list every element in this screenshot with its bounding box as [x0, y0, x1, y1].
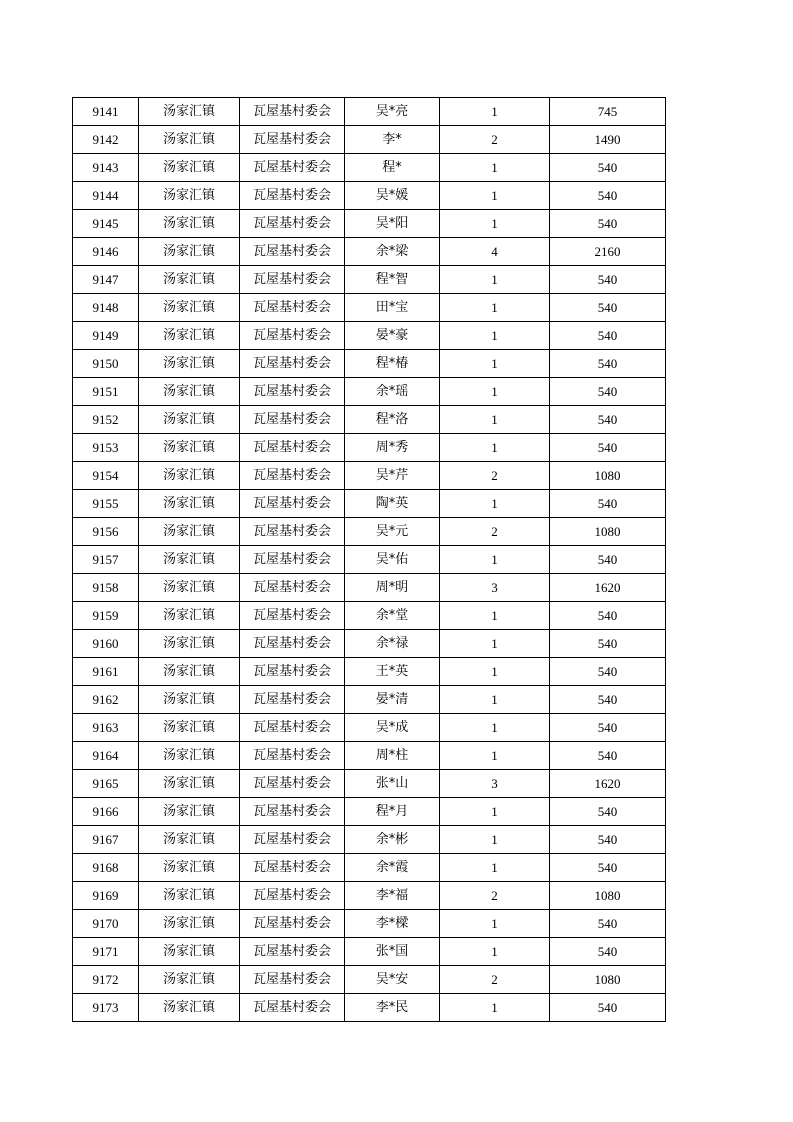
cell-serial-number: 9154 [73, 462, 139, 490]
cell-count: 1 [440, 742, 550, 770]
cell-person-name: 吴*成 [345, 714, 440, 742]
cell-count: 1 [440, 546, 550, 574]
cell-serial-number: 9153 [73, 434, 139, 462]
cell-amount: 1620 [550, 574, 666, 602]
cell-person-name: 程* [345, 154, 440, 182]
cell-serial-number: 9158 [73, 574, 139, 602]
cell-village: 瓦屋基村委会 [240, 966, 345, 994]
cell-count: 1 [440, 938, 550, 966]
cell-village: 瓦屋基村委会 [240, 434, 345, 462]
cell-count: 1 [440, 826, 550, 854]
cell-village: 瓦屋基村委会 [240, 686, 345, 714]
cell-count: 1 [440, 378, 550, 406]
cell-person-name: 吴*元 [345, 518, 440, 546]
cell-serial-number: 9171 [73, 938, 139, 966]
table-row [73, 434, 666, 462]
cell-amount: 1080 [550, 462, 666, 490]
cell-person-name: 张*国 [345, 938, 440, 966]
cell-village: 瓦屋基村委会 [240, 770, 345, 798]
cell-person-name: 程*智 [345, 266, 440, 294]
cell-person-name: 余*禄 [345, 630, 440, 658]
records-table [72, 97, 666, 1022]
cell-town: 汤家汇镇 [139, 966, 240, 994]
cell-serial-number: 9155 [73, 490, 139, 518]
cell-person-name: 程*月 [345, 798, 440, 826]
cell-serial-number: 9151 [73, 378, 139, 406]
cell-town: 汤家汇镇 [139, 406, 240, 434]
cell-village: 瓦屋基村委会 [240, 714, 345, 742]
cell-serial-number: 9142 [73, 126, 139, 154]
table-row [73, 378, 666, 406]
table-row [73, 350, 666, 378]
table-row [73, 238, 666, 266]
cell-town: 汤家汇镇 [139, 882, 240, 910]
cell-count: 1 [440, 294, 550, 322]
table-row [73, 322, 666, 350]
cell-count: 1 [440, 154, 550, 182]
cell-town: 汤家汇镇 [139, 490, 240, 518]
cell-village: 瓦屋基村委会 [240, 938, 345, 966]
cell-count: 1 [440, 658, 550, 686]
cell-amount: 540 [550, 994, 666, 1022]
cell-town: 汤家汇镇 [139, 658, 240, 686]
cell-town: 汤家汇镇 [139, 574, 240, 602]
cell-amount: 1080 [550, 966, 666, 994]
cell-village: 瓦屋基村委会 [240, 910, 345, 938]
table-row [73, 574, 666, 602]
cell-count: 3 [440, 770, 550, 798]
cell-person-name: 余*瑶 [345, 378, 440, 406]
cell-town: 汤家汇镇 [139, 686, 240, 714]
cell-amount: 540 [550, 406, 666, 434]
cell-person-name: 吴*媛 [345, 182, 440, 210]
cell-count: 1 [440, 854, 550, 882]
table-row [73, 294, 666, 322]
cell-village: 瓦屋基村委会 [240, 126, 345, 154]
cell-town: 汤家汇镇 [139, 294, 240, 322]
cell-village: 瓦屋基村委会 [240, 350, 345, 378]
cell-count: 4 [440, 238, 550, 266]
cell-village: 瓦屋基村委会 [240, 854, 345, 882]
cell-count: 1 [440, 994, 550, 1022]
cell-count: 1 [440, 434, 550, 462]
cell-town: 汤家汇镇 [139, 546, 240, 574]
cell-serial-number: 9163 [73, 714, 139, 742]
cell-village: 瓦屋基村委会 [240, 742, 345, 770]
cell-town: 汤家汇镇 [139, 126, 240, 154]
cell-amount: 540 [550, 154, 666, 182]
cell-amount: 540 [550, 742, 666, 770]
table-row [73, 826, 666, 854]
cell-count: 1 [440, 350, 550, 378]
cell-village: 瓦屋基村委会 [240, 798, 345, 826]
cell-town: 汤家汇镇 [139, 434, 240, 462]
table-row [73, 546, 666, 574]
table-row [73, 686, 666, 714]
cell-village: 瓦屋基村委会 [240, 882, 345, 910]
cell-amount: 540 [550, 910, 666, 938]
cell-town: 汤家汇镇 [139, 714, 240, 742]
cell-village: 瓦屋基村委会 [240, 574, 345, 602]
records-table-body [73, 98, 666, 1022]
cell-village: 瓦屋基村委会 [240, 294, 345, 322]
table-row [73, 98, 666, 126]
cell-amount: 540 [550, 630, 666, 658]
cell-town: 汤家汇镇 [139, 854, 240, 882]
table-row [73, 210, 666, 238]
cell-town: 汤家汇镇 [139, 266, 240, 294]
cell-serial-number: 9164 [73, 742, 139, 770]
table-row [73, 910, 666, 938]
table-row [73, 994, 666, 1022]
cell-amount: 540 [550, 546, 666, 574]
cell-person-name: 陶*英 [345, 490, 440, 518]
cell-serial-number: 9167 [73, 826, 139, 854]
table-row [73, 602, 666, 630]
cell-town: 汤家汇镇 [139, 994, 240, 1022]
cell-village: 瓦屋基村委会 [240, 658, 345, 686]
cell-count: 1 [440, 602, 550, 630]
cell-count: 1 [440, 714, 550, 742]
cell-village: 瓦屋基村委会 [240, 490, 345, 518]
table-row [73, 882, 666, 910]
cell-count: 1 [440, 406, 550, 434]
cell-count: 2 [440, 882, 550, 910]
cell-village: 瓦屋基村委会 [240, 98, 345, 126]
cell-person-name: 吴*亮 [345, 98, 440, 126]
cell-village: 瓦屋基村委会 [240, 602, 345, 630]
cell-serial-number: 9145 [73, 210, 139, 238]
table-row [73, 406, 666, 434]
cell-amount: 1080 [550, 518, 666, 546]
cell-village: 瓦屋基村委会 [240, 238, 345, 266]
cell-person-name: 李*樑 [345, 910, 440, 938]
table-row [73, 462, 666, 490]
cell-town: 汤家汇镇 [139, 938, 240, 966]
cell-town: 汤家汇镇 [139, 602, 240, 630]
cell-amount: 1080 [550, 882, 666, 910]
cell-serial-number: 9165 [73, 770, 139, 798]
cell-person-name: 李*民 [345, 994, 440, 1022]
cell-town: 汤家汇镇 [139, 182, 240, 210]
cell-village: 瓦屋基村委会 [240, 630, 345, 658]
cell-amount: 540 [550, 266, 666, 294]
cell-person-name: 张*山 [345, 770, 440, 798]
cell-town: 汤家汇镇 [139, 98, 240, 126]
cell-count: 1 [440, 182, 550, 210]
cell-serial-number: 9160 [73, 630, 139, 658]
cell-village: 瓦屋基村委会 [240, 462, 345, 490]
cell-person-name: 程*椿 [345, 350, 440, 378]
cell-serial-number: 9156 [73, 518, 139, 546]
table-row [73, 518, 666, 546]
table-row [73, 154, 666, 182]
cell-person-name: 周*柱 [345, 742, 440, 770]
cell-serial-number: 9141 [73, 98, 139, 126]
cell-count: 1 [440, 322, 550, 350]
cell-amount: 2160 [550, 238, 666, 266]
cell-person-name: 余*梁 [345, 238, 440, 266]
cell-serial-number: 9162 [73, 686, 139, 714]
table-row [73, 938, 666, 966]
cell-village: 瓦屋基村委会 [240, 994, 345, 1022]
cell-count: 2 [440, 126, 550, 154]
cell-serial-number: 9159 [73, 602, 139, 630]
cell-count: 1 [440, 210, 550, 238]
table-row [73, 742, 666, 770]
cell-count: 1 [440, 630, 550, 658]
cell-serial-number: 9169 [73, 882, 139, 910]
cell-serial-number: 9166 [73, 798, 139, 826]
cell-amount: 540 [550, 686, 666, 714]
cell-village: 瓦屋基村委会 [240, 322, 345, 350]
cell-person-name: 周*明 [345, 574, 440, 602]
cell-person-name: 余*彬 [345, 826, 440, 854]
cell-person-name: 晏*豪 [345, 322, 440, 350]
table-row [73, 490, 666, 518]
cell-serial-number: 9144 [73, 182, 139, 210]
cell-amount: 540 [550, 210, 666, 238]
cell-serial-number: 9173 [73, 994, 139, 1022]
cell-town: 汤家汇镇 [139, 350, 240, 378]
cell-town: 汤家汇镇 [139, 154, 240, 182]
cell-serial-number: 9170 [73, 910, 139, 938]
cell-town: 汤家汇镇 [139, 910, 240, 938]
cell-amount: 540 [550, 490, 666, 518]
cell-count: 2 [440, 966, 550, 994]
cell-person-name: 李* [345, 126, 440, 154]
cell-village: 瓦屋基村委会 [240, 210, 345, 238]
cell-town: 汤家汇镇 [139, 518, 240, 546]
cell-amount: 540 [550, 434, 666, 462]
cell-person-name: 周*秀 [345, 434, 440, 462]
cell-count: 2 [440, 462, 550, 490]
table-row [73, 658, 666, 686]
cell-town: 汤家汇镇 [139, 378, 240, 406]
cell-count: 1 [440, 490, 550, 518]
table-row [73, 770, 666, 798]
cell-amount: 540 [550, 854, 666, 882]
cell-town: 汤家汇镇 [139, 322, 240, 350]
table-row [73, 630, 666, 658]
cell-amount: 540 [550, 714, 666, 742]
table-row [73, 854, 666, 882]
cell-village: 瓦屋基村委会 [240, 546, 345, 574]
cell-village: 瓦屋基村委会 [240, 518, 345, 546]
cell-town: 汤家汇镇 [139, 210, 240, 238]
cell-person-name: 程*洛 [345, 406, 440, 434]
cell-person-name: 余*霞 [345, 854, 440, 882]
table-row [73, 266, 666, 294]
cell-town: 汤家汇镇 [139, 462, 240, 490]
cell-serial-number: 9157 [73, 546, 139, 574]
cell-town: 汤家汇镇 [139, 238, 240, 266]
cell-serial-number: 9168 [73, 854, 139, 882]
table-row [73, 798, 666, 826]
cell-amount: 1620 [550, 770, 666, 798]
cell-amount: 540 [550, 350, 666, 378]
cell-village: 瓦屋基村委会 [240, 378, 345, 406]
cell-amount: 540 [550, 182, 666, 210]
cell-count: 1 [440, 798, 550, 826]
table-row [73, 182, 666, 210]
cell-town: 汤家汇镇 [139, 798, 240, 826]
cell-count: 1 [440, 266, 550, 294]
cell-serial-number: 9143 [73, 154, 139, 182]
cell-person-name: 李*福 [345, 882, 440, 910]
cell-serial-number: 9148 [73, 294, 139, 322]
cell-serial-number: 9172 [73, 966, 139, 994]
cell-serial-number: 9149 [73, 322, 139, 350]
cell-village: 瓦屋基村委会 [240, 182, 345, 210]
cell-amount: 540 [550, 826, 666, 854]
table-row [73, 126, 666, 154]
cell-village: 瓦屋基村委会 [240, 406, 345, 434]
cell-count: 2 [440, 518, 550, 546]
cell-town: 汤家汇镇 [139, 742, 240, 770]
cell-village: 瓦屋基村委会 [240, 266, 345, 294]
cell-person-name: 吴*佑 [345, 546, 440, 574]
cell-person-name: 吴*芹 [345, 462, 440, 490]
cell-person-name: 田*宝 [345, 294, 440, 322]
cell-town: 汤家汇镇 [139, 826, 240, 854]
cell-person-name: 吴*安 [345, 966, 440, 994]
cell-amount: 540 [550, 322, 666, 350]
cell-amount: 745 [550, 98, 666, 126]
cell-town: 汤家汇镇 [139, 770, 240, 798]
cell-amount: 540 [550, 378, 666, 406]
cell-amount: 540 [550, 798, 666, 826]
cell-person-name: 晏*清 [345, 686, 440, 714]
cell-amount: 540 [550, 938, 666, 966]
cell-serial-number: 9152 [73, 406, 139, 434]
cell-village: 瓦屋基村委会 [240, 826, 345, 854]
cell-serial-number: 9146 [73, 238, 139, 266]
cell-serial-number: 9161 [73, 658, 139, 686]
cell-amount: 540 [550, 294, 666, 322]
cell-person-name: 吴*阳 [345, 210, 440, 238]
cell-count: 1 [440, 98, 550, 126]
table-row [73, 966, 666, 994]
cell-amount: 1490 [550, 126, 666, 154]
cell-person-name: 王*英 [345, 658, 440, 686]
cell-count: 1 [440, 910, 550, 938]
cell-count: 1 [440, 686, 550, 714]
cell-amount: 540 [550, 658, 666, 686]
cell-person-name: 余*堂 [345, 602, 440, 630]
cell-town: 汤家汇镇 [139, 630, 240, 658]
cell-serial-number: 9147 [73, 266, 139, 294]
cell-amount: 540 [550, 602, 666, 630]
cell-count: 3 [440, 574, 550, 602]
table-row [73, 714, 666, 742]
cell-village: 瓦屋基村委会 [240, 154, 345, 182]
cell-serial-number: 9150 [73, 350, 139, 378]
